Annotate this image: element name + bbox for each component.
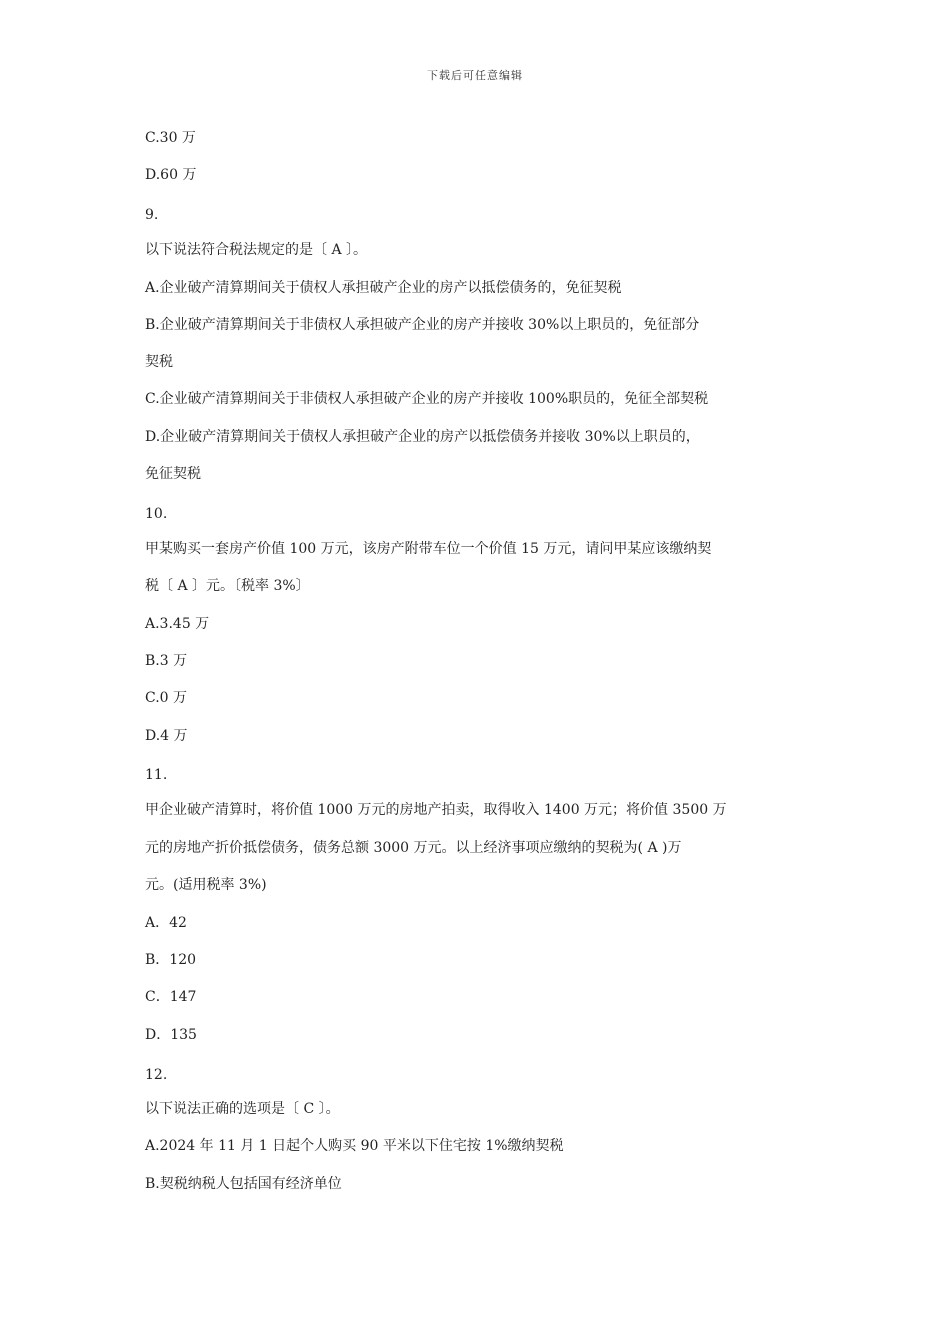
option-line: A．42 [145, 915, 187, 931]
option-line: A.2024 年 11 月 1 日起个人购买 90 平米以下住宅按 1%缴纳契税 [145, 1138, 564, 1154]
option-line-continued: 契税 [145, 354, 173, 370]
option-line: A.3.45 万 [145, 616, 210, 632]
option-line: D.企业破产清算期间关于债权人承担破产企业的房产以抵偿债务并接收 30%以上职员的， [145, 429, 700, 445]
page-header: 下载后可任意编辑 [427, 69, 523, 82]
option-line: B.契税纳税人包括国有经济单位 [145, 1176, 342, 1192]
option-line: B.企业破产清算期间关于非债权人承担破产企业的房产并接收 30%以上职员的，免征部分 [145, 317, 700, 333]
option-line: D．135 [145, 1027, 197, 1043]
option-line: B.3 万 [145, 653, 188, 669]
question-number: 10. [145, 506, 168, 522]
option-line: D.4 万 [145, 728, 188, 744]
option-line: C.0 万 [145, 690, 188, 706]
question-number: 11. [145, 767, 168, 783]
question-text-continued: 税〔 A 〕元。〔税率 3%〕 [145, 578, 310, 594]
question-text: 以下说法正确的选项是〔 C 〕。 [145, 1101, 340, 1117]
option-line: D.60 万 [145, 167, 197, 183]
question-text-continued: 元的房地产折价抵偿债务，债务总额 3000 万元。以上经济事项应缴纳的契税为( A )万 [145, 840, 682, 856]
option-line: C.企业破产清算期间关于非债权人承担破产企业的房产并接收 100%职员的，免征全部契税 [145, 391, 709, 407]
option-line-continued: 免征契税 [145, 466, 201, 482]
question-number: 12. [145, 1067, 168, 1083]
question-text-continued: 元。(适用税率 3%) [145, 877, 267, 893]
option-line: B．120 [145, 952, 197, 968]
question-text: 甲某购买一套房产价值 100 万元，该房产附带车位一个价值 15 万元，请问甲某应该缴纳契 [145, 541, 712, 557]
option-line: C.30 万 [145, 130, 196, 146]
option-line: C．147 [145, 989, 197, 1005]
question-text: 甲企业破产清算时，将价值 1000 万元的房地产拍卖，取得收入 1400 万元；将价值 3500 万 [145, 802, 727, 818]
question-text: 以下说法符合税法规定的是〔 A 〕。 [145, 242, 368, 258]
question-number: 9. [145, 207, 159, 223]
option-line: A.企业破产清算期间关于债权人承担破产企业的房产以抵偿债务的，免征契税 [145, 280, 622, 296]
